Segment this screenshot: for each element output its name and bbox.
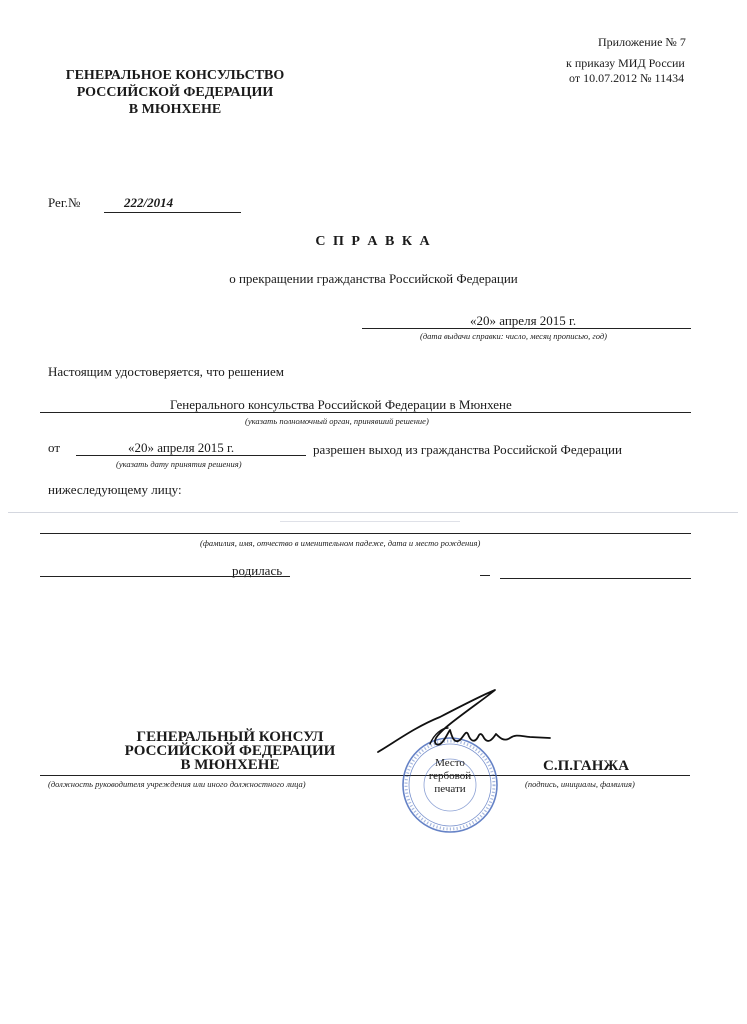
issuer-line-2: РОССИЙСКОЙ ФЕДЕРАЦИИ	[76, 85, 274, 100]
handwritten-signature	[370, 682, 560, 772]
issuer-heading	[40, 67, 310, 118]
reg-label: Рег.№	[48, 195, 81, 210]
born-underline-right	[500, 578, 691, 579]
appendix-number: Приложение № 7	[598, 35, 686, 49]
name-hint: (подпись, инициалы, фамилия)	[525, 779, 635, 789]
born-label: родилась	[232, 563, 283, 578]
stamp-line-1: Место	[435, 757, 465, 769]
decision-text: разрешен выход из гражданства Российской Федерации	[313, 442, 622, 457]
authority-text: Генерального консульства Российской Федерации в Мюнхене	[170, 397, 512, 412]
stamp-line-3: печати	[434, 783, 466, 795]
appendix-order: к приказу МИД России	[566, 56, 685, 70]
reg-underline	[104, 212, 241, 213]
born-underline-left	[40, 576, 290, 577]
position-line-2: РОССИЙСКОЙ ФЕДЕРАЦИИ	[124, 743, 336, 759]
authority-hint: (указать полномочный орган, принявший решение)	[245, 416, 429, 426]
person-intro: нижеследующему лицу:	[48, 482, 182, 497]
decision-date-hint: (указать дату принятия решения)	[116, 459, 242, 469]
decision-date-underline	[76, 455, 306, 456]
issue-date: «20» апреля 2015 г.	[470, 313, 577, 328]
document-subtitle: о прекращении гражданства Российской Федерации	[229, 271, 518, 286]
from-label: от	[48, 440, 61, 455]
person-underline	[40, 533, 691, 534]
issue-date-underline	[362, 328, 691, 329]
authority-underline	[40, 412, 691, 413]
stamp-line-2: гербовой	[428, 770, 472, 782]
position-line-1: ГЕНЕРАЛЬНЫЙ КОНСУЛ	[136, 729, 324, 745]
position-line-3: В МЮНХЕНЕ	[180, 757, 280, 773]
appendix-order-date: от 10.07.2012 № 11434	[569, 71, 685, 85]
intro-text: Настоящим удостоверяется, что решением	[48, 364, 284, 379]
signatory-name: С.П.ГАНЖА	[543, 758, 630, 774]
issuer-line-3: В МЮНХЕНЕ	[128, 102, 222, 117]
signature-underline	[40, 775, 690, 776]
decision-date: «20» апреля 2015 г.	[128, 440, 235, 455]
reg-value: 222/2014	[124, 195, 174, 210]
person-hint: (фамилия, имя, отчество в именительном падеже, дата и место рождения)	[200, 538, 481, 548]
scan-artifact-line-2	[280, 521, 460, 522]
document-title: С П Р А В К А	[315, 234, 432, 249]
position-hint: (должность руководителя учреждения или иного должностного лица)	[48, 779, 306, 789]
scan-artifact-line	[8, 512, 738, 513]
born-underline-dash	[480, 575, 490, 576]
issuer-line-1: ГЕНЕРАЛЬНОЕ КОНСУЛЬСТВО	[65, 68, 285, 83]
signatory-position	[100, 730, 360, 772]
issue-date-hint: (дата выдачи справки: число, месяц прописью, год)	[420, 331, 607, 341]
